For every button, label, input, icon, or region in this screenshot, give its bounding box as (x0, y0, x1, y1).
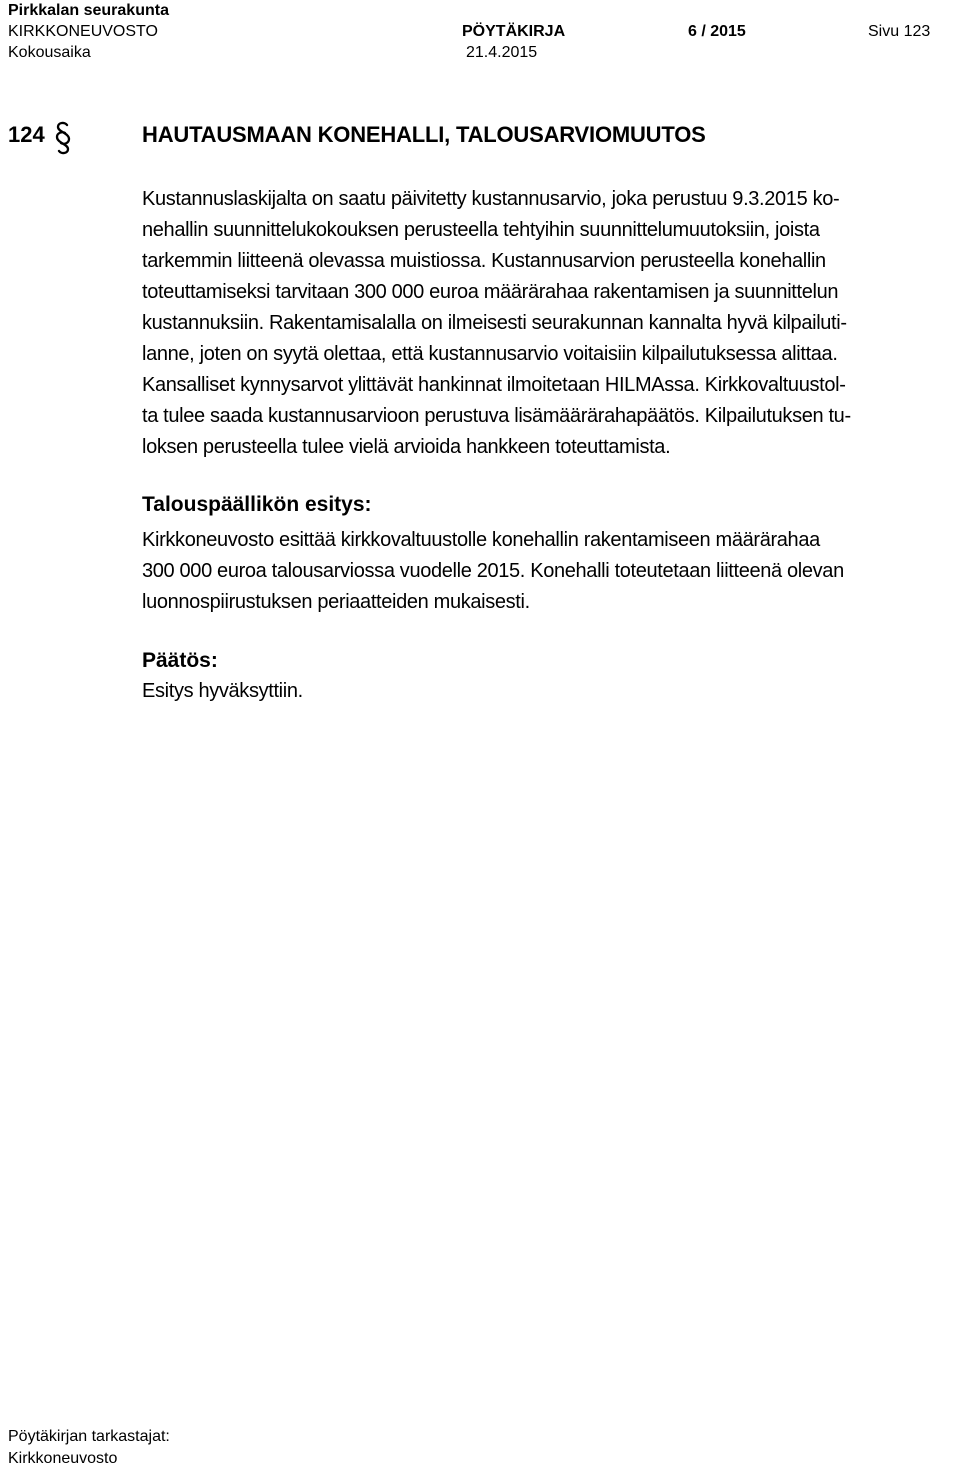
body-name: KIRKKONEUVOSTO (8, 23, 158, 40)
reviewers-label: Pöytäkirjan tarkastajat: (8, 1428, 170, 1445)
meeting-date: 21.4.2015 (466, 44, 538, 61)
meeting-number: 6 / 2015 (688, 23, 746, 40)
section-sign-icon (52, 120, 74, 156)
footer-body-name: Kirkkoneuvosto (8, 1450, 118, 1467)
section-title: HAUTAUSMAAN KONEHALLI, TALOUSARVIOMUUTOS (142, 122, 706, 147)
intro-line: ta tulee saada kustannusarvioon perustuva lisämäärärahapäätös. Kilpailutuksen tu- (142, 405, 851, 427)
intro-line: toteuttamiseksi tarvitaan 300 000 euroa määrärahaa rakentamisen ja suunnittelun (142, 281, 839, 303)
proposal-line: Kirkkoneuvosto esittää kirkkovaltuustolle konehallin rakentamiseen määrärahaa (142, 529, 820, 551)
decision-line: Esitys hyväksyttiin. (142, 680, 303, 702)
intro-line: loksen perusteella tulee vielä arvioida hankkeen toteuttamista. (142, 436, 671, 458)
proposal-line: luonnospiirustuksen periaatteiden mukaisesti. (142, 591, 530, 613)
doc-type: PÖYTÄKIRJA (462, 23, 566, 40)
proposal-line: 300 000 euroa talousarviossa vuodelle 2015. Konehalli toteutetaan liitteenä olevan (142, 560, 844, 582)
intro-paragraph (142, 184, 942, 463)
organization-name: Pirkkalan seurakunta (8, 2, 169, 19)
intro-line: nehallin suunnittelukokouksen perusteella tehtyihin suunnittelumuutoksiin, joista (142, 219, 820, 241)
section-number: 124 (8, 122, 45, 147)
decision-label: Päätös: (142, 649, 218, 672)
decision-text (142, 676, 942, 707)
intro-line: tarkemmin liitteenä olevassa muistiossa. Kustannusarvion perusteella konehallin (142, 250, 826, 272)
page-number: Sivu 123 (868, 23, 931, 40)
intro-line: Kansalliset kynnysarvot ylittävät hankinnat ilmoitetaan HILMAssa. Kirkkovaltuustol- (142, 374, 846, 396)
proposal-paragraph (142, 525, 942, 618)
proposal-label: Talouspäällikön esitys: (142, 493, 372, 516)
intro-line: lanne, joten on syytä olettaa, että kustannusarvio voitaisiin kilpailutuksessa alittaa. (142, 343, 838, 365)
meeting-time-label: Kokousaika (8, 44, 91, 61)
intro-line: kustannuksiin. Rakentamisalalla on ilmeisesti seurakunnan kannalta hyvä kilpailuti- (142, 312, 847, 334)
intro-line: Kustannuslaskijalta on saatu päivitetty kustannusarvio, joka perustuu 9.3.2015 ko- (142, 188, 840, 210)
